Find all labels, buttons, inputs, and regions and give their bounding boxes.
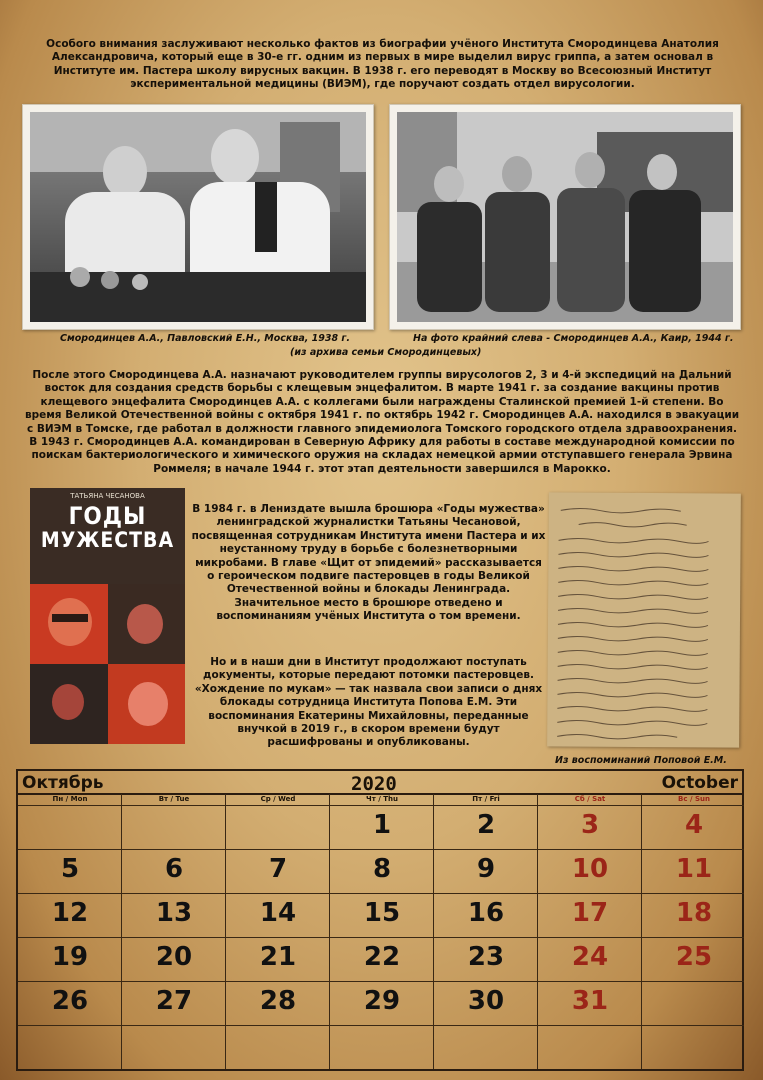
calendar-day-2: 2 [476,810,496,840]
calendar-day-14: 14 [259,898,297,928]
calendar-day-19: 19 [51,942,89,972]
calendar-day-22: 22 [363,942,401,972]
calendar-day-15: 15 [363,898,401,928]
handwriting-scribbles [547,492,741,747]
calendar-day-17: 17 [571,898,609,928]
calendar-day-6: 6 [164,854,184,884]
calendar-day-18: 18 [675,898,713,928]
book-paragraph: В 1984 г. в Лениздате вышла брошюра «Годы мужества» ленинградской журналистки Татьяны Чесановой, посвященная сотрудникам Института имени Пастера и их неустанному труду в борьбе с болезнетворными микробами. В главе «Щит от эпидемий» рассказывается о героическом подвиге пастеровцев в годы Великой Отечественной войны и блокады Ленинграда. Значительное место в брошюре отведено и воспоминаниям учёных Института о том времени. [191,503,546,623]
memoirs-paragraph: Но и в наши дни в Институт продолжают поступать документы, которые передают потомки пастеровцев. «Хождение по мукам» — так назвала свои записи о днях блокады сотрудница Института Попова Е.М. Эти воспоминания Екатерины Михайловны, переданные внучкой в 2019 г., в скором времени будут расшифрованы и опубликованы. [194,656,543,749]
calendar-day-21: 21 [259,942,297,972]
weekday-thu: Чт / Thu [366,795,398,803]
calendar-day-8: 8 [372,854,392,884]
calendar-day-26: 26 [51,986,89,1016]
photo-left-caption: Смородинцев А.А., Павловский Е.Н., Москва, 1938 г. [60,333,350,344]
cairo-photo-image [397,112,733,322]
grid-divider [18,981,744,982]
calendar-year: 2020 [351,773,397,795]
calendar-day-30: 30 [467,986,505,1016]
book-cover-illustration [30,584,185,744]
weekday-mon: Пн / Mon [52,795,88,803]
calendar-day-3: 3 [580,810,600,840]
book-title-line2: МУЖЕСТВА [40,528,175,552]
photo-cairo [389,104,741,330]
laboratory-photo-image [30,112,366,322]
handwritten-memo [547,492,741,747]
calendar-day-24: 24 [571,942,609,972]
calendar-day-31: 31 [571,986,609,1016]
weekday-fri: Пт / Fri [472,795,500,803]
calendar-header [16,769,744,795]
calendar-day-29: 29 [363,986,401,1016]
grid-divider [121,794,122,1069]
calendar-day-16: 16 [467,898,505,928]
weekday-sat: Сб / Sat [574,795,606,803]
calendar-day-28: 28 [259,986,297,1016]
calendar-day-1: 1 [372,810,392,840]
calendar-day-20: 20 [155,942,193,972]
calendar-day-27: 27 [155,986,193,1016]
grid-divider [225,794,226,1069]
grid-divider [18,893,744,894]
photo-right-caption: На фото крайний слева - Смородинцев А.А., Каир, 1944 г. [413,333,734,344]
calendar-day-12: 12 [51,898,89,928]
calendar-day-25: 25 [675,942,713,972]
month-name-ru: Октябрь [22,773,104,793]
calendar-grid [16,794,744,1071]
grid-divider [18,805,744,806]
calendar-day-7: 7 [268,854,288,884]
calendar-day-23: 23 [467,942,505,972]
calendar-october-2020 [16,769,744,1071]
calendar-day-13: 13 [155,898,193,928]
grid-divider [18,849,744,850]
weekday-sun: Вс / Sun [678,795,710,803]
weekday-tue: Вт / Tue [158,795,190,803]
photo-laboratory [22,104,374,330]
book-title-line1: ГОДЫ [68,502,147,530]
photos-source: (из архива семьи Смородинцевых) [290,347,482,358]
calendar-day-5: 5 [60,854,80,884]
calendar-day-11: 11 [675,854,713,884]
biography-paragraph: После этого Смородинцева А.А. назначают руководителем группы вирусологов 2, 3 и 4-й экспедиций на Дальний восток для создания средств борьбы с клещевым энцефалитом. В марте 1941 г. за создание вакцины против клещевого энцефалита Смородинцев А.А. с коллегами были награждены Сталинской премией 1-й степени. Во время Великой Отечественной войны с октября 1941 г. по октябрь 1942 г. Смородинцев А.А. находился в эвакуации с ВИЭМ в Томске, где работал в должности главного эпидемиолога Томского городского отдела здравоохранения. В 1943 г. Смородинцев А.А. командирован в Северную Африку для работы в составе международной комиссии по поискам бактериологического и химического оружия на складах немецкой армии отступавшего генерала Эрвина Роммеля; в начале 1944 г. этот этап деятельности завершился в Марокко. [24,369,740,475]
calendar-day-9: 9 [476,854,496,884]
memo-caption: Из воспоминаний Поповой Е.М. [555,755,727,766]
calendar-day-4: 4 [684,810,704,840]
month-name-en: October [661,773,738,793]
grid-divider [18,937,744,938]
weekday-wed: Ср / Wed [260,795,296,803]
calendar-day-10: 10 [571,854,609,884]
grid-divider [18,1025,744,1026]
book-cover [30,488,185,744]
book-author: ТАТЬЯНА ЧЕСАНОВА [70,492,145,500]
intro-paragraph: Особого внимания заслуживают несколько фактов из биографии учёного Института Смородинцева Анатолия Александровича, который еще в 30-е гг. одним из первых в мире выделил вирус гриппа, а затем основал в Институте им. Пастера школу вирусных вакцин. В 1938 г. его переводят в Москву во Всесоюзный Институт экспериментальной медицины (ВИЭМ), где поручают создать отдел вирусологии. [46,38,719,91]
